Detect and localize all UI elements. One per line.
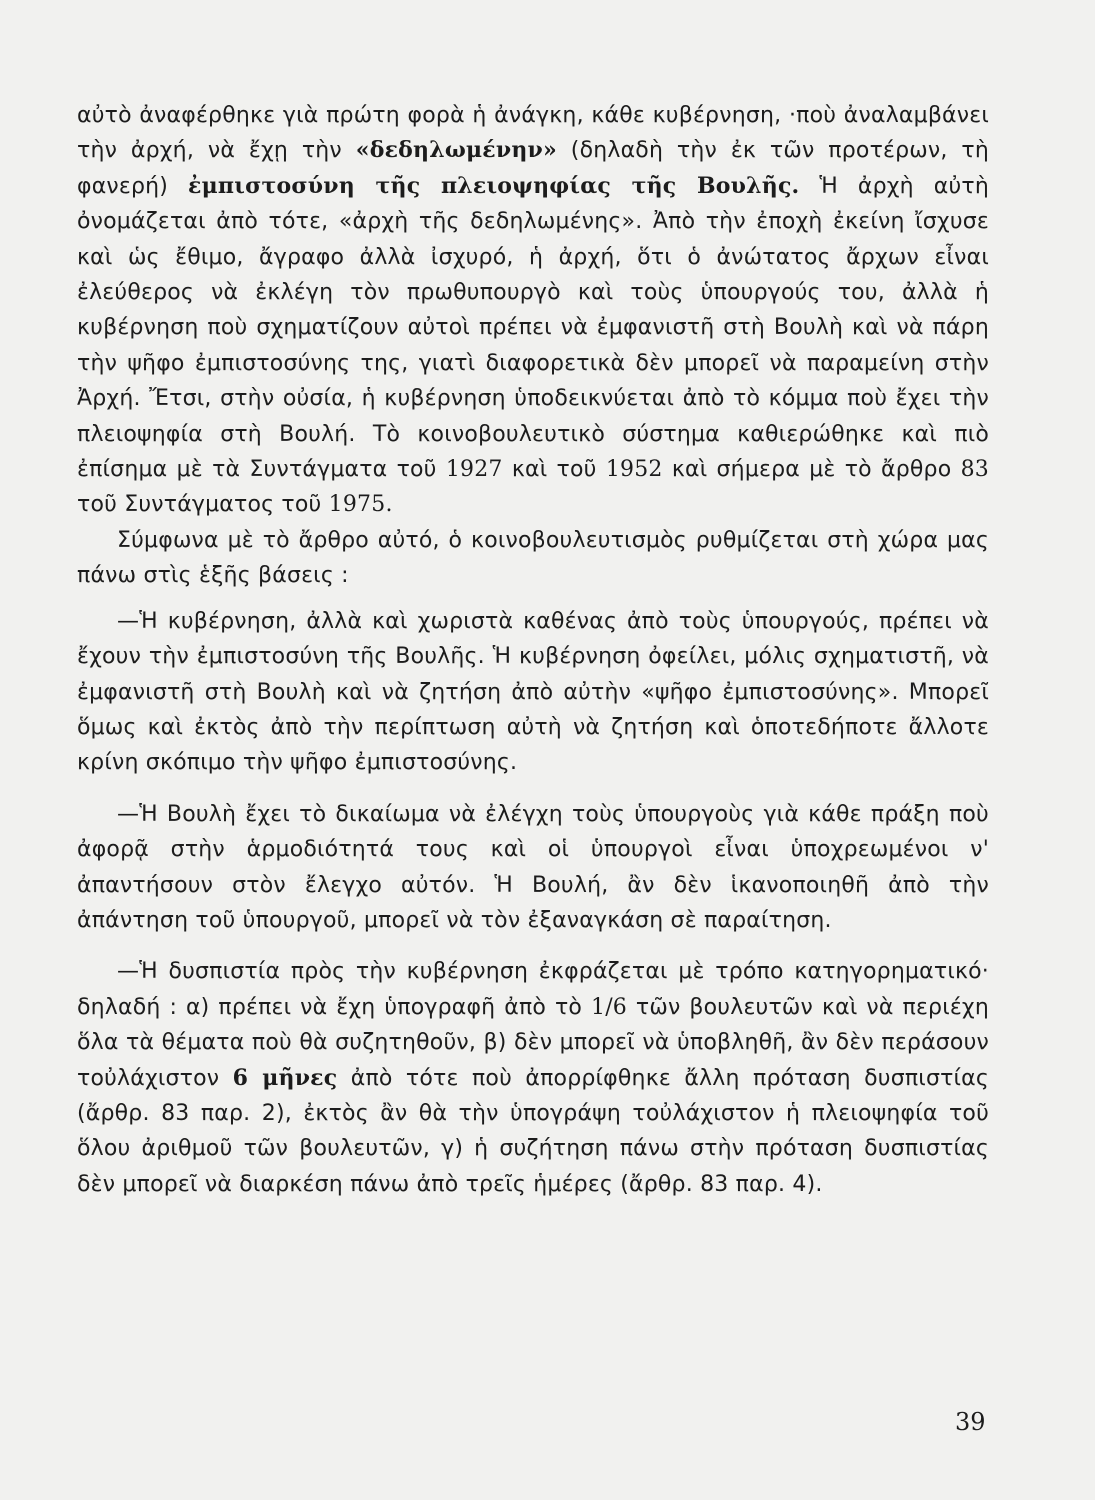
- body-text: [77, 98, 989, 1202]
- year-1952: 1952: [605, 457, 663, 483]
- fraction-one-sixth: 1/6: [591, 994, 628, 1020]
- page-number: 39: [955, 1408, 986, 1436]
- bold-term-six-months: 6 μῆνες: [232, 1064, 338, 1091]
- paragraph-5: —Ἡ δυσπιστία πρὸς τὴν κυβέρνηση ἐκφράζεται μὲ τρόπο κατηγορηματικό· δηλαδή : α) πρέπει νὰ ἔχη ὑπογραφῆ ἀπὸ τὸ 1/6 τῶν βουλευτῶν καὶ νὰ περιέχη ὅλα τὰ θέματα ποὺ θὰ συζητηθοῦν, β) δὲν μπορεῖ νὰ ὑποβληθῆ, ἂν δὲν περάσουν τοὐλάχιστον 6 μῆνες ἀπὸ τότε ποὺ ἀπορρίφθηκε ἄλλη πρόταση δυσπιστίας (ἄρθρ. 83 παρ. 2), ἐκτὸς ἂν θὰ τὴν ὑπογράψη τοὐλάχιστον ἡ πλειοψηφία τοῦ ὅλου ἀριθμοῦ τῶν βουλευτῶν, γ) ἡ συζήτηση πάνω στὴν πρόταση δυσπιστίας δὲν μπορεῖ νὰ διαρκέση πάνω ἀπὸ τρεῖς ἡμέρες (ἄρθρ. 83 παρ. 4).: [77, 959, 989, 1197]
- bold-term-confidence: ἐμπιστοσύνη τῆς πλειοψηφίας τῆς Βουλῆς.: [188, 172, 800, 199]
- paragraph-2: Σύμφωνα μὲ τὸ ἄρθρο αὐτό, ὁ κοινοβουλευτισμὸς ρυθμίζεται στὴ χώρα μας πάνω στὶς ἑξῆς βάσεις :: [77, 527, 989, 589]
- bold-term-dedilomeni: «δεδηλωμένην»: [355, 137, 557, 164]
- paragraph-1: αὐτὸ ἀναφέρθηκε γιὰ πρώτη φορὰ ἡ ἀνάγκη, κάθε κυβέρνηση, ·ποὺ ἀναλαμβάνει τὴν ἀρχή, νὰ ἔχῃ τὴν «δεδηλωμένην» (δηλαδὴ τὴν ἐκ τῶν προτέρων, τὴ φανερή) ἐμπιστοσύνη τῆς πλειοψηφίας τῆς Βουλῆς. Ἡ ἀρχὴ αὐτὴ ὀνομάζεται ἀπὸ τότε, «ἀρχὴ τῆς δεδηλωμένης». Ἀπὸ τὴν ἐποχὴ ἐκείνη ἴσχυσε καὶ ὡς ἔθιμο, ἄγραφο ἀλλὰ ἰσχυρό, ἡ ἀρχή, ὅτι ὁ ἀνώτατος ἄρχων εἶναι ἐλεύθερος νὰ ἐκλέγη τὸν πρωθυπουργὸ καὶ τοὺς ὑπουργούς του, ἀλλὰ ἡ κυβέρνηση ποὺ σχηματίζουν αὐτοὶ πρέπει νὰ ἐμφανιστῆ στὴ Βουλὴ καὶ νὰ πάρη τὴν ψῆφο ἐμπιστοσύνης της, γιατὶ διαφορετικὰ δὲν μπορεῖ νὰ παραμείνη στὴν Ἀρχή. Ἔτσι, στὴν οὐσία, ἡ κυβέρνηση ὑποδεικνύεται ἀπὸ τὸ κόμμα ποὺ ἔχει τὴν πλειοψηφία στὴ Βουλή. Τὸ κοινοβουλευτικὸ σύστημα καθιερώθηκε καὶ πιὸ ἐπίσημα μὲ τὰ Συντάγματα τοῦ 1927 καὶ τοῦ 1952 καὶ σήμερα μὲ τὸ ἄρθρο 83 τοῦ Συντάγματος τοῦ 1975.: [77, 103, 989, 518]
- year-1927: 1927: [445, 457, 503, 483]
- paragraph-4: —Ἡ Βουλὴ ἔχει τὸ δικαίωμα νὰ ἐλέγχη τοὺς ὑπουργοὺς γιὰ κάθε πράξη ποὺ ἀφορᾷ στὴν ἁρμοδιότητά τους καὶ οἱ ὑπουργοὶ εἶναι ὑποχρεωμένοι ν' ἀπαντήσουν στὸν ἔλεγχο αὐτόν. Ἡ Βουλή, ἂν δὲν ἱκανοποιηθῆ ἀπὸ τὴν ἀπάντηση τοῦ ὑπουργοῦ, μπορεῖ νὰ τὸν ἐξαναγκάση σὲ παραίτηση.: [77, 801, 989, 933]
- paragraph-3: —Ἡ κυβέρνηση, ἀλλὰ καὶ χωριστὰ καθένας ἀπὸ τοὺς ὑπουργούς, πρέπει νὰ ἔχουν τὴν ἐμπιστοσύνη τῆς Βουλῆς. Ἡ κυβέρνηση ὀφείλει, μόλις σχηματιστῆ, νὰ ἐμφανιστῆ στὴ Βουλὴ καὶ νὰ ζητήση ἀπὸ αὐτὴν «ψῆφο ἐμπιστοσύνης». Μπορεῖ ὅμως καὶ ἐκτὸς ἀπὸ τὴν περίπτωση αὐτὴ νὰ ζητήση καὶ ὁποτεδήποτε ἄλλοτε κρίνη σκόπιμο τὴν ψῆφο ἐμπιστοσύνης.: [77, 608, 989, 776]
- year-1975: 1975.: [328, 492, 393, 518]
- article-number: 83: [960, 457, 989, 483]
